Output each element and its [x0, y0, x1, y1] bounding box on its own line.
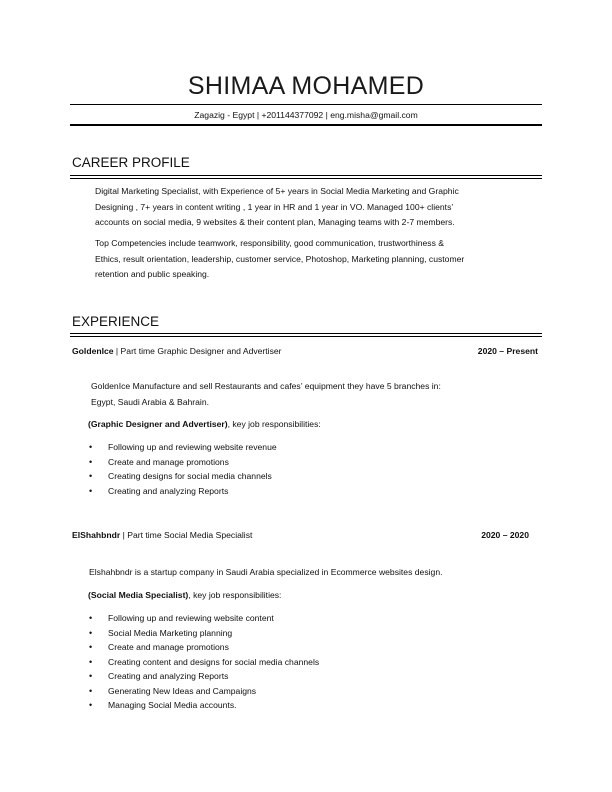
- job-role: | Part time Social Media Specialist: [120, 530, 253, 540]
- responsibilities-list: [89, 440, 277, 498]
- position-label: (Graphic Designer and Advertiser): [88, 419, 228, 429]
- career-profile-heading: CAREER PROFILE: [72, 155, 190, 170]
- list-item: • Create and manage promotions: [89, 455, 277, 470]
- job-dates: 2020 – 2020: [481, 530, 529, 540]
- competencies: [95, 236, 464, 283]
- description-line: GoldenIce Manufacture and sell Restaurants and cafes’ equipment they have 5 branches in:: [91, 381, 441, 391]
- summary-line: accounts on social media, 9 websites & their content plan, Managing teams with 2-7 members.: [95, 217, 455, 227]
- career-profile-divider: [70, 175, 542, 176]
- list-item: • Following up and reviewing website content: [89, 611, 319, 626]
- responsibilities-list: [89, 611, 319, 713]
- job-dates: 2020 – Present: [477, 346, 538, 356]
- company-name: ElShahbndr: [72, 530, 121, 540]
- list-item: • Create and manage promotions: [89, 640, 319, 655]
- list-item: • Managing Social Media accounts.: [89, 698, 319, 713]
- experience-divider-2: [70, 336, 542, 337]
- job-description: [91, 379, 441, 410]
- list-item: • Social Media Marketing planning: [89, 626, 319, 641]
- list-item: • Creating and analyzing Reports: [89, 484, 277, 499]
- header-divider-bottom: [70, 124, 542, 126]
- job-title-line: [72, 346, 282, 356]
- description-line: Egypt, Saudi Arabia & Bahrain.: [91, 396, 210, 407]
- competency-line: Top Competencies include teamwork, responsibility, good communication, trustworthiness &: [95, 238, 445, 248]
- header-divider-top: [70, 104, 542, 105]
- list-item: • Creating content and designs for social media channels: [89, 655, 319, 670]
- competency-line: Ethics, result orientation, leadership, customer service, Photoshop, Marketing planning, customer: [95, 253, 465, 264]
- job-description: [89, 565, 443, 581]
- summary-line: Designing , 7+ years in content writing , 1 year in HR and 1 year in VO. Managed 100+ clients’: [95, 201, 454, 212]
- responsibilities-label: [88, 588, 281, 604]
- description-line: Elshahbndr is a startup company in Saudi Arabia specialized in Ecommerce websites design.: [89, 567, 443, 577]
- list-item: • Creating and analyzing Reports: [89, 669, 319, 684]
- responsibilities-intro: , key job responsibilities:: [188, 590, 282, 600]
- list-item: • Following up and reviewing website revenue: [89, 440, 277, 455]
- contact-line: Zagazig - Egypt | +201144377092 | eng.misha@gmail.com: [194, 110, 418, 120]
- competency-line: retention and public speaking.: [95, 269, 210, 279]
- job-role: | Part time Graphic Designer and Advertiser: [113, 346, 282, 356]
- list-item: • Generating New Ideas and Campaigns: [89, 684, 319, 699]
- list-item: • Creating designs for social media channels: [89, 469, 277, 484]
- candidate-name: SHIMAA MOHAMED: [187, 72, 425, 100]
- experience-divider: [70, 333, 542, 334]
- career-profile-divider-2: [70, 178, 542, 179]
- job-title-line: [72, 530, 252, 540]
- position-label: (Social Media Specialist): [88, 590, 189, 600]
- responsibilities-label: [88, 417, 321, 433]
- company-name: GoldenIce: [72, 346, 114, 356]
- responsibilities-intro: , key job responsibilities:: [227, 419, 321, 429]
- summary-line: Digital Marketing Specialist, with Experience of 5+ years in Social Media Marketing and Graphic: [95, 186, 459, 196]
- career-summary: [95, 184, 459, 231]
- experience-heading: EXPERIENCE: [72, 314, 160, 329]
